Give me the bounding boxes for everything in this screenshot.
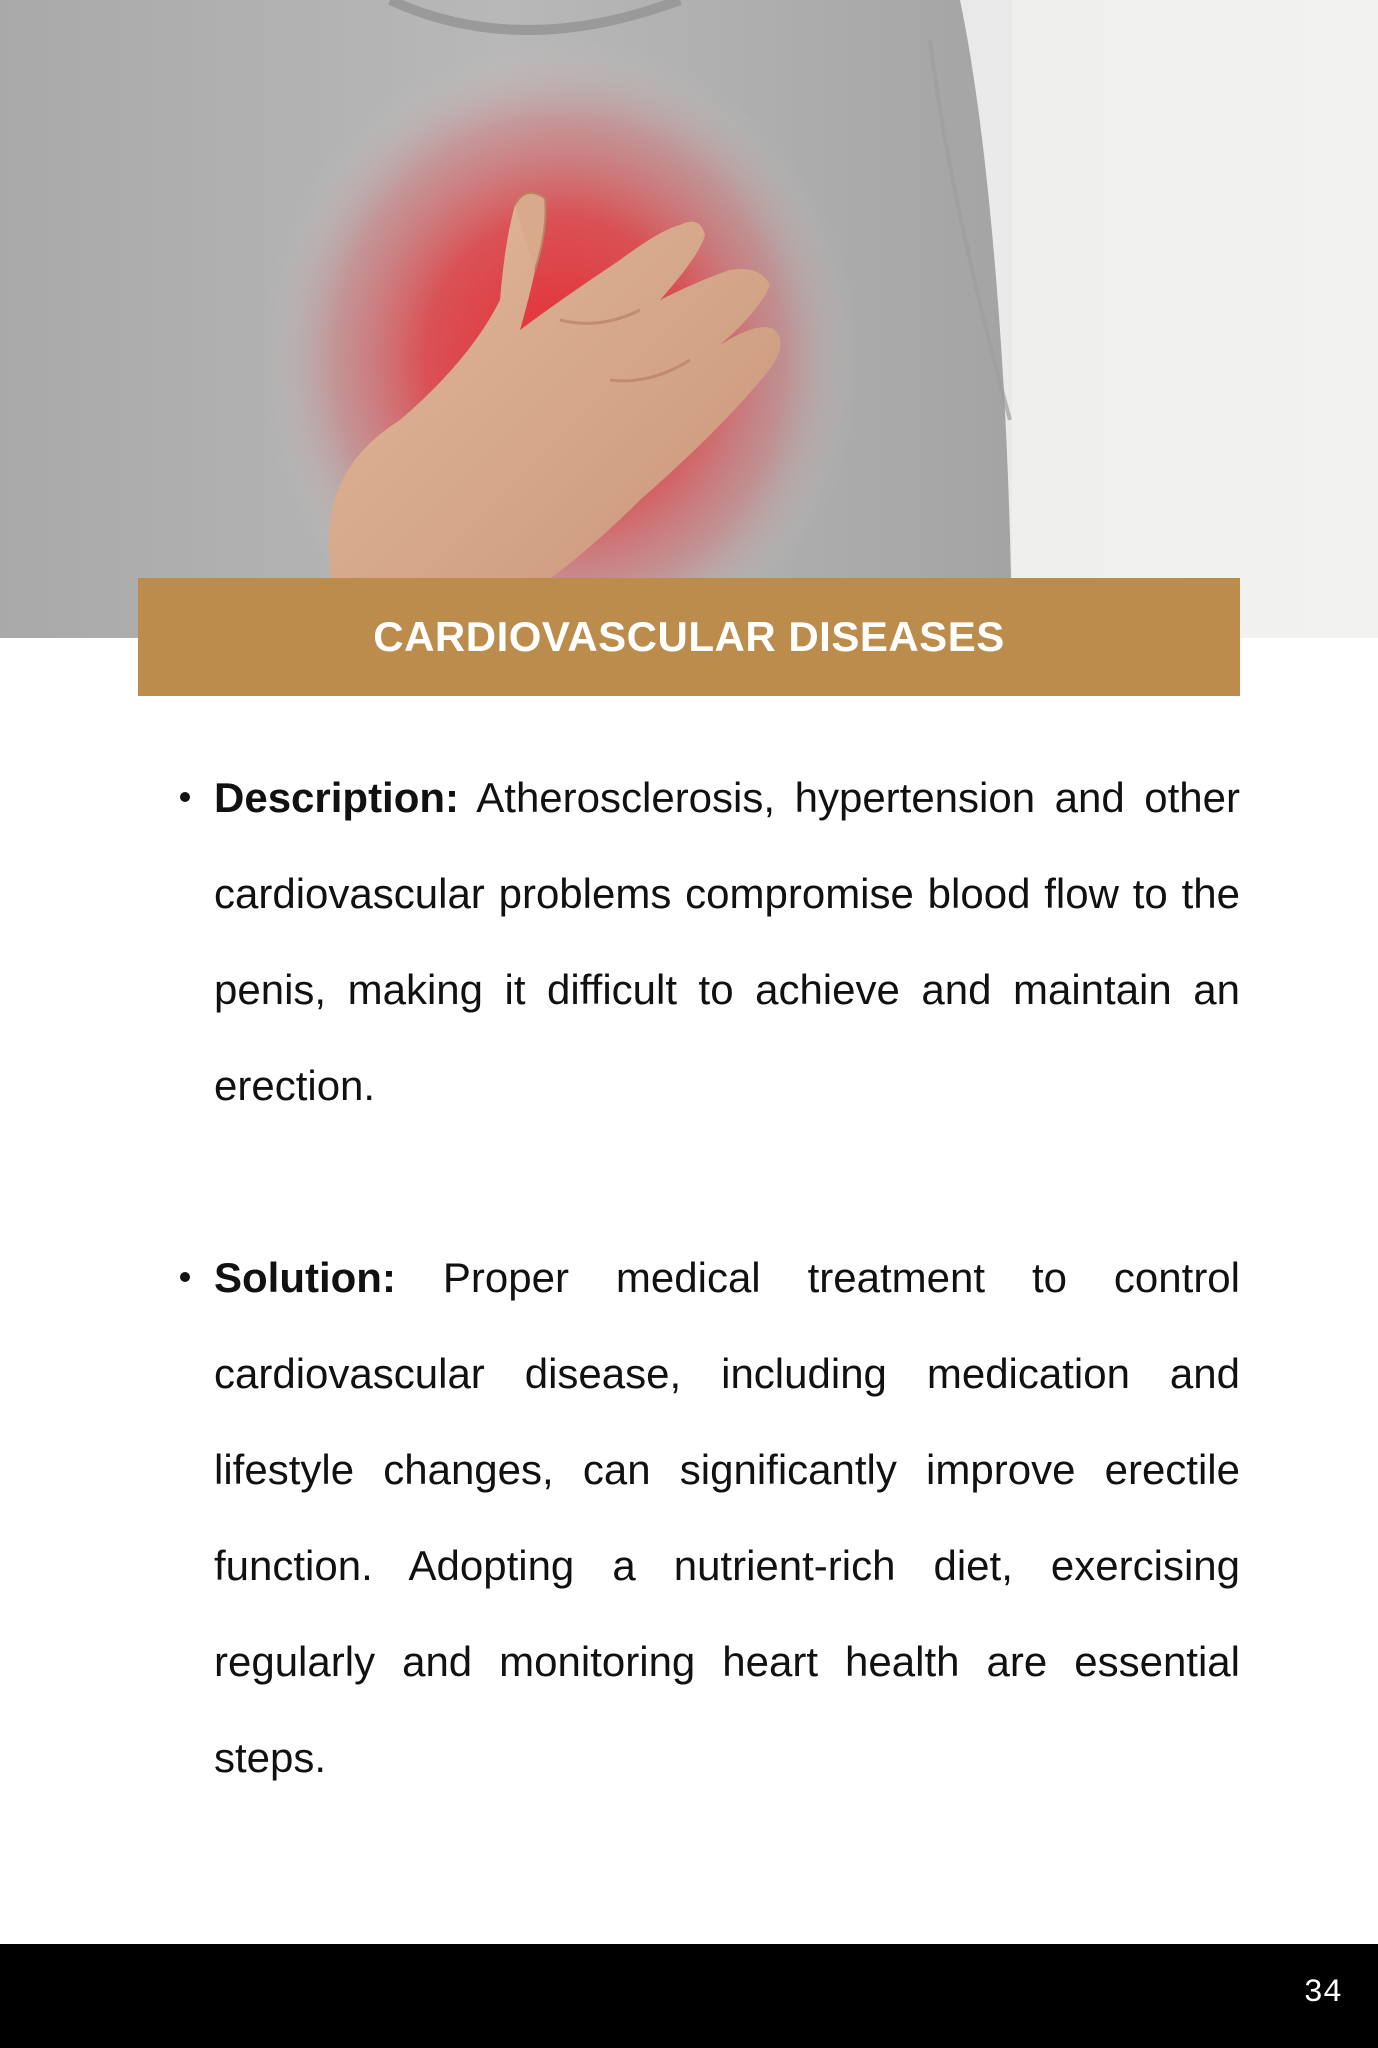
page-footer	[0, 1944, 1378, 2048]
bullet-solution	[214, 1230, 1240, 1806]
bullet-icon	[180, 792, 190, 802]
bullet-text: Proper medical treatment to control cardiovascular disease, including medication and lifestyle changes, can significantly improve erectile function. Adopting a nutrient-rich diet, exercising regularly and monitoring heart health are essential steps.	[214, 1254, 1240, 1781]
page-number: 34	[1303, 1974, 1342, 2011]
bullet-text: Atherosclerosis, hypertension and other cardiovascular problems compromise blood flow to the penis, making it difficult to achieve and maintain an erection.	[214, 774, 1240, 1109]
bullet-label: Description:	[214, 774, 460, 821]
bullet-icon	[180, 1272, 190, 1282]
section-title-banner	[138, 578, 1240, 696]
chest-pain-illustration	[0, 0, 1378, 638]
hero-photo	[0, 0, 1378, 638]
bullet-label: Solution:	[214, 1254, 396, 1301]
section-title: CARDIOVASCULAR DISEASES	[373, 613, 1005, 660]
bullet-description	[214, 750, 1240, 1134]
